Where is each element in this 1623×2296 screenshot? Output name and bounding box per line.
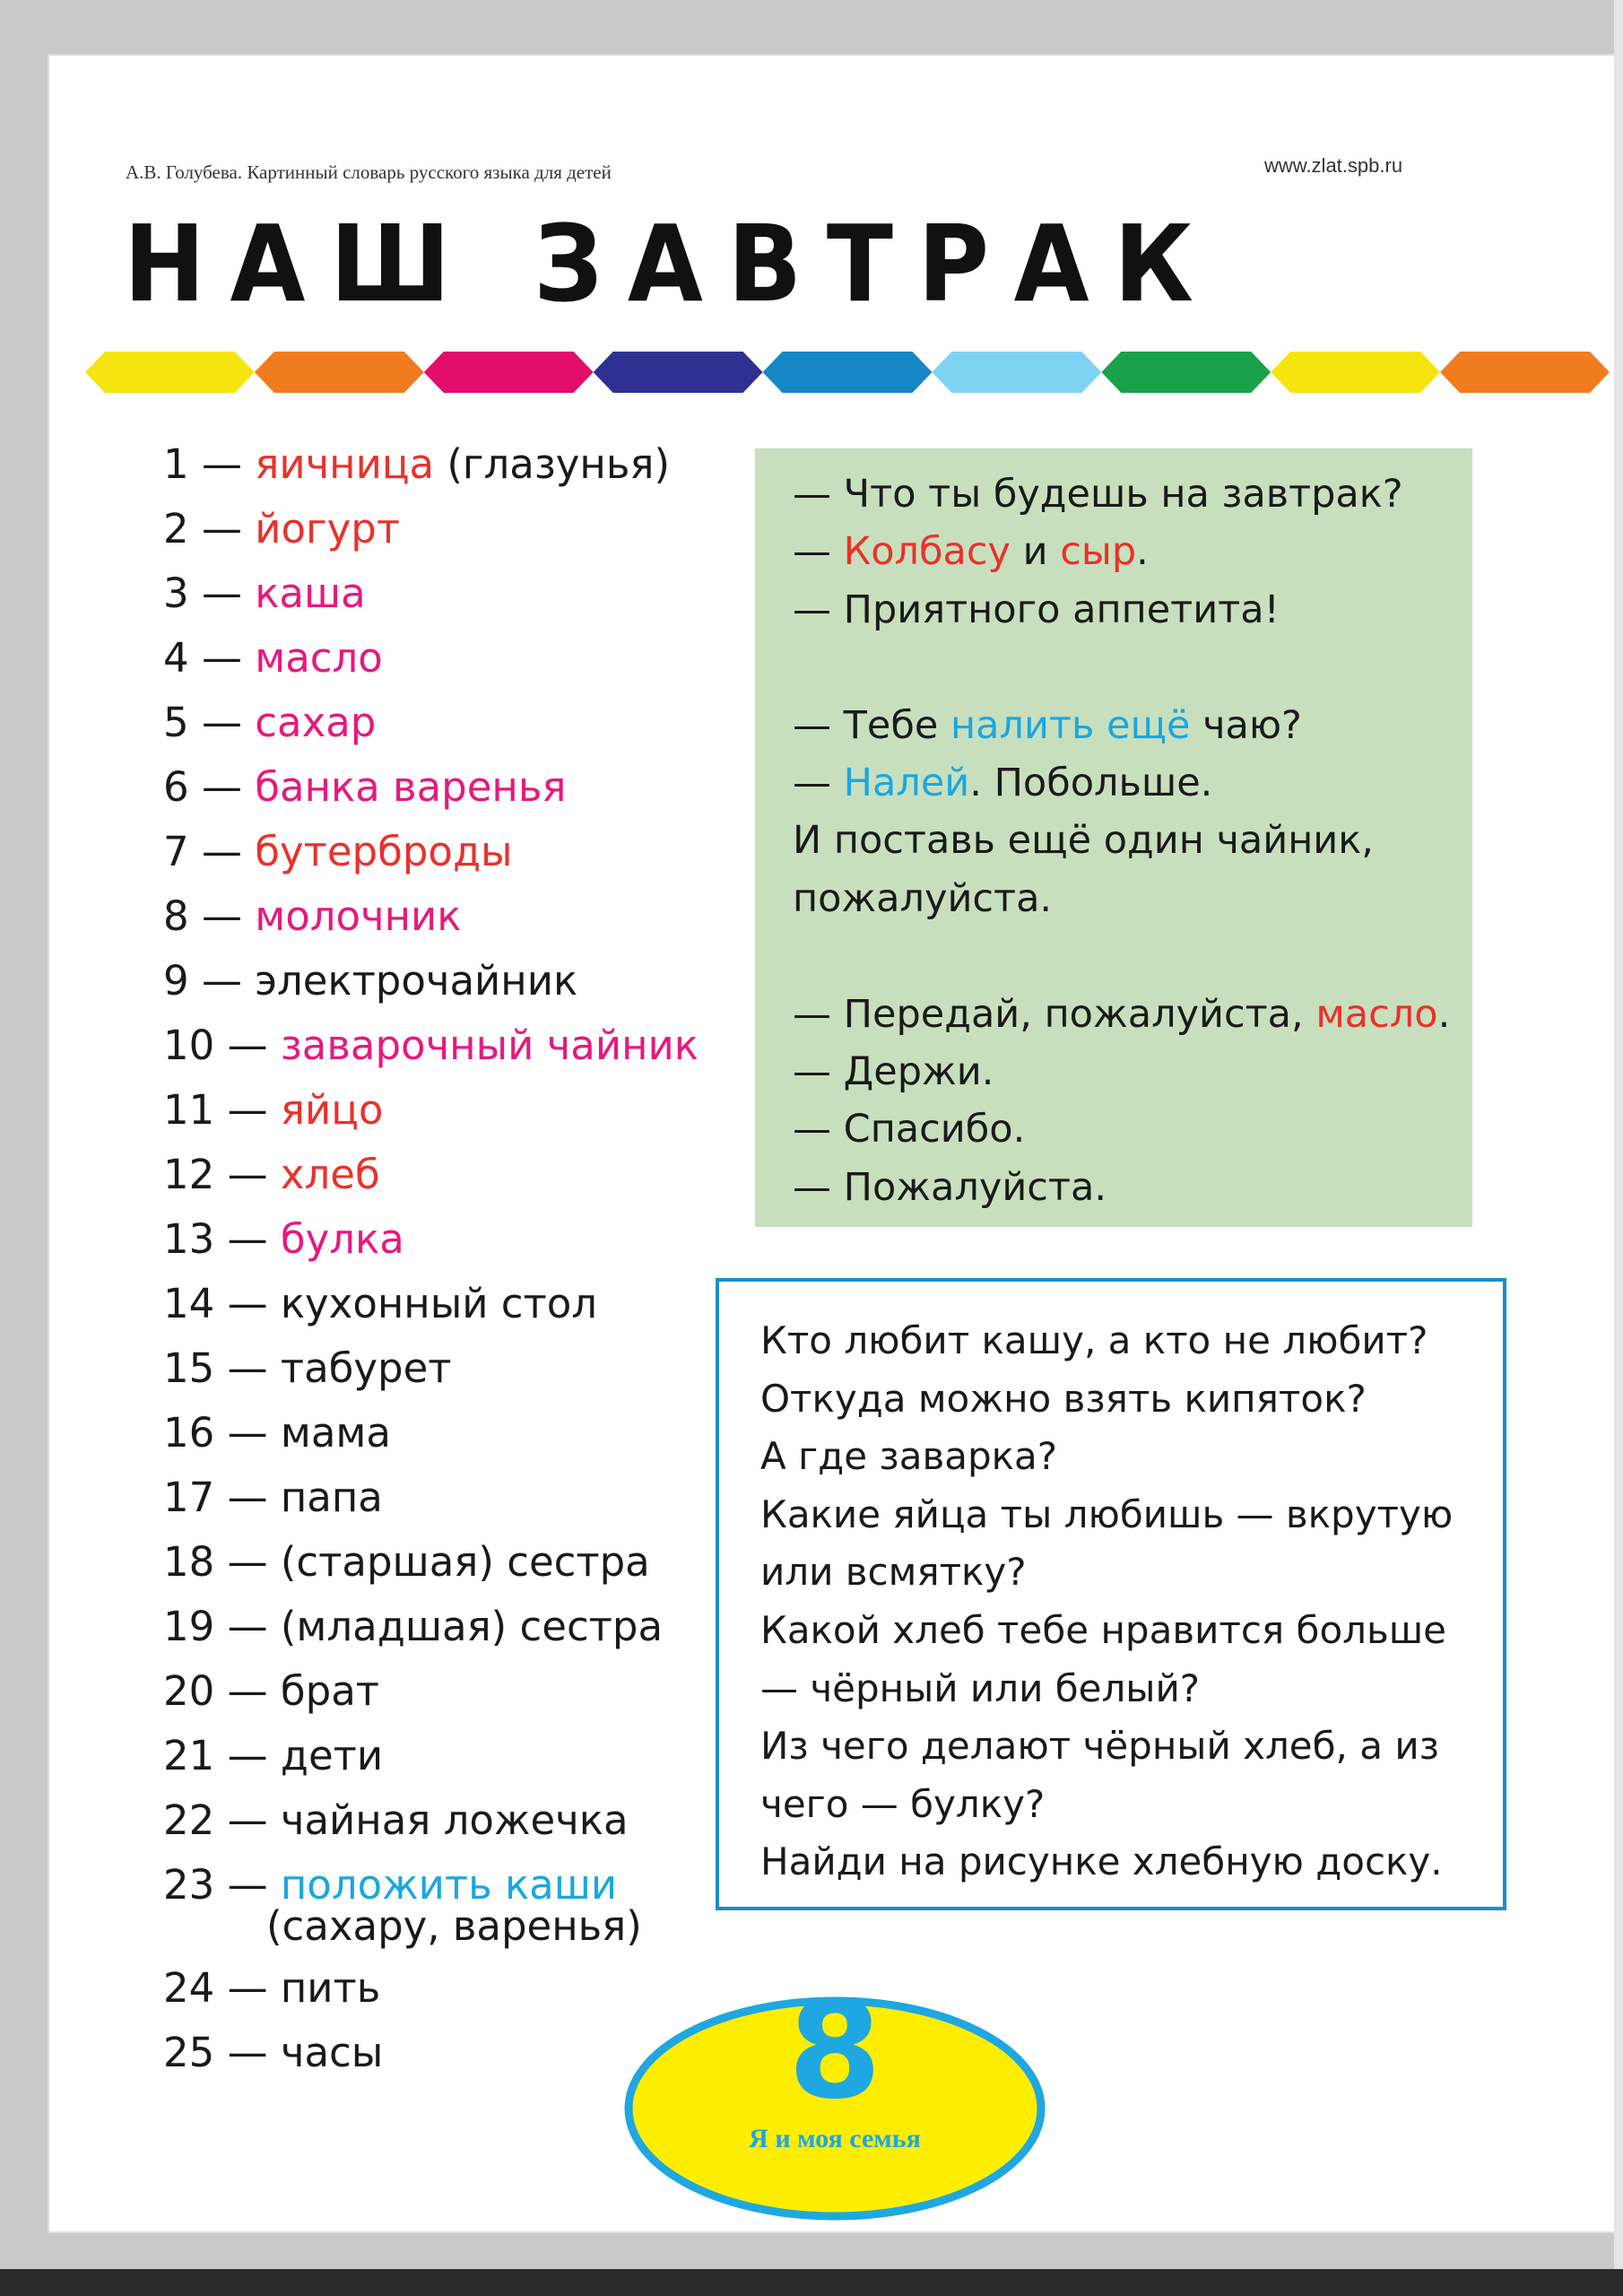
- list-item: [163, 1083, 699, 1148]
- question-line: Какие яйца ты любишь — вкрутую: [760, 1492, 1454, 1536]
- list-item: [163, 1471, 699, 1535]
- item-term: хлеб: [280, 1151, 380, 1198]
- item-dash: —: [188, 634, 256, 682]
- item-term: папа: [280, 1474, 383, 1521]
- item-number: 9: [163, 957, 189, 1004]
- list-item: [163, 1342, 699, 1406]
- dialog-line: [793, 1161, 1472, 1219]
- list-item: [163, 1600, 699, 1665]
- question-line: Найди на рисунке хлебную доску.: [760, 1839, 1443, 1884]
- question-line: Какой хлеб тебе нравится больше: [760, 1607, 1447, 1652]
- item-dash: —: [188, 957, 256, 1004]
- item-number: 22: [163, 1796, 215, 1844]
- item-term: булка: [280, 1215, 404, 1263]
- dialog-text: масло: [1315, 991, 1438, 1037]
- item-term: молочник: [255, 892, 462, 940]
- list-item: [163, 631, 699, 696]
- list-item: [163, 1665, 699, 1729]
- band-segment: [1101, 352, 1271, 393]
- item-number: 19: [163, 1603, 215, 1650]
- item-dash: —: [214, 1667, 281, 1715]
- item-term: дети: [280, 1732, 384, 1779]
- dialog-text: — Спасибо.: [793, 1107, 1026, 1152]
- list-item: [163, 890, 699, 954]
- list-item: [163, 1277, 699, 1342]
- item-term: масло: [255, 634, 383, 682]
- item-number: 7: [163, 828, 189, 875]
- list-item: [163, 438, 699, 502]
- item-dash: —: [214, 2029, 281, 2076]
- item-dash: —: [214, 1151, 281, 1198]
- dialog-line: [793, 468, 1472, 526]
- list-item: [163, 1858, 699, 1961]
- list-item: [163, 1213, 699, 1277]
- item-dash: —: [214, 1964, 281, 2012]
- list-item: [163, 1535, 699, 1600]
- item-number: 24: [163, 1964, 215, 2012]
- item-dash: —: [214, 1409, 281, 1457]
- dialog-line: [793, 584, 1472, 641]
- item-dash: —: [214, 1474, 281, 1521]
- band-segment: [763, 352, 933, 393]
- item-term: бутерброды: [255, 828, 513, 875]
- item-term: брат: [280, 1667, 379, 1715]
- question-line: Из чего делают чёрный хлеб, а из: [760, 1724, 1439, 1769]
- item-term: сахар: [255, 699, 377, 746]
- item-number: 6: [163, 763, 189, 811]
- dialog-line: [793, 757, 1472, 814]
- dialog-line: [793, 700, 1472, 757]
- item-dash: —: [214, 1538, 281, 1586]
- dialog-text: . Побольше.: [969, 760, 1213, 805]
- item-term: заварочный чайник: [280, 1022, 699, 1069]
- item-dash: —: [214, 1215, 281, 1263]
- item-term: яичница: [255, 440, 435, 488]
- list-item: [163, 954, 699, 1019]
- dialog-text: — Тебе: [793, 702, 951, 748]
- book-source: А.В. Голубева. Картинный словарь русского языка для детей: [126, 161, 612, 183]
- item-note: (глазунья): [434, 440, 670, 488]
- band-segment: [1271, 352, 1440, 393]
- item-dash: —: [214, 1280, 281, 1327]
- item-term: банка варенья: [255, 763, 567, 811]
- item-term: каша: [255, 570, 366, 617]
- vocabulary-list: [163, 438, 699, 2091]
- dialog-line: [793, 1046, 1472, 1103]
- item-dash: —: [188, 763, 256, 811]
- item-term: положить каши: [280, 1861, 618, 1909]
- band-segment: [424, 352, 594, 393]
- dialog-text: — Передай, пожалуйста,: [793, 991, 1316, 1037]
- item-number: 23: [163, 1861, 215, 1909]
- dialog-text: — Что ты будешь на завтрак?: [793, 472, 1403, 517]
- item-dash: —: [188, 892, 256, 940]
- dialog-text: сыр: [1060, 529, 1137, 575]
- dialog-text: Налей: [843, 760, 970, 805]
- list-item: [163, 1729, 699, 1794]
- item-dash: —: [188, 570, 256, 617]
- list-item: [163, 696, 699, 761]
- item-term: чайная ложечка: [280, 1796, 629, 1844]
- list-item: [163, 567, 699, 631]
- list-item: [163, 1406, 699, 1471]
- dialog-text: пожалуйста.: [793, 875, 1053, 921]
- dialog-box: [755, 448, 1472, 1227]
- item-term: часы: [280, 2029, 384, 2076]
- dialog-text: .: [1437, 991, 1451, 1037]
- item-number: 8: [163, 892, 189, 940]
- dialog-text: и: [1010, 529, 1061, 575]
- dialog-text: — Пожалуйста.: [793, 1164, 1107, 1210]
- dialog-text: Колбасу: [843, 529, 1011, 575]
- item-number: 17: [163, 1474, 215, 1521]
- item-term: мама: [280, 1409, 391, 1457]
- item-term: яйцо: [280, 1086, 384, 1134]
- dialog-line: [793, 988, 1472, 1046]
- item-dash: —: [214, 1344, 281, 1392]
- item-term: пить: [280, 1964, 381, 2012]
- question-line: — чёрный или белый?: [760, 1665, 1201, 1710]
- item-continuation: (сахару, варенья): [266, 1902, 642, 1950]
- question-line: чего — булку?: [760, 1781, 1046, 1826]
- viewer-edge: [1614, 0, 1623, 2296]
- dialog-text: —: [793, 529, 844, 575]
- item-term: кухонный стол: [280, 1280, 598, 1327]
- item-number: 1: [163, 440, 189, 488]
- item-dash: —: [214, 1086, 281, 1134]
- dialog-text: чаю?: [1190, 702, 1302, 748]
- item-number: 11: [163, 1086, 215, 1134]
- item-term: электрочайник: [255, 957, 578, 1004]
- dialog-text: — Держи.: [793, 1048, 994, 1094]
- dialog-line: [793, 873, 1472, 930]
- item-dash: —: [188, 505, 256, 552]
- dialog-text: — Приятного аппетита!: [793, 587, 1280, 632]
- viewer-bottom-bar: [0, 2269, 1623, 2296]
- dialog-text: .: [1136, 529, 1149, 575]
- item-dash: —: [188, 699, 256, 746]
- list-item: [163, 825, 699, 890]
- dialog-line: [793, 930, 1472, 987]
- band-segment: [255, 352, 424, 393]
- list-item: [163, 1794, 699, 1858]
- site-url[interactable]: www.zlat.spb.ru: [1264, 154, 1403, 177]
- item-number: 25: [163, 2029, 215, 2076]
- list-item: [163, 502, 699, 567]
- section-number-text: 8: [787, 1973, 882, 2129]
- page-title: НАШ ЗАВТРАК: [124, 202, 1219, 326]
- item-number: 12: [163, 1151, 215, 1198]
- item-number: 3: [163, 570, 189, 617]
- item-dash: —: [214, 1603, 281, 1650]
- item-term: йогурт: [255, 505, 401, 552]
- band-segment: [85, 352, 255, 393]
- dialog-text: И поставь ещё один чайник,: [793, 818, 1374, 864]
- item-number: 10: [163, 1022, 215, 1069]
- item-number: 21: [163, 1732, 215, 1779]
- item-number: 15: [163, 1344, 215, 1392]
- question-line: Откуда можно взять кипяток?: [760, 1376, 1367, 1421]
- questions-box: [716, 1278, 1506, 1910]
- item-number: 16: [163, 1409, 215, 1457]
- item-dash: —: [214, 1861, 281, 1909]
- question-line: А где заварка?: [760, 1434, 1057, 1479]
- list-item: [163, 761, 699, 825]
- item-term: (младшая) сестра: [280, 1603, 664, 1650]
- item-number: 14: [163, 1280, 215, 1327]
- dialog-text: налить ещё: [950, 702, 1191, 748]
- band-segment: [932, 352, 1101, 393]
- dialog-line: [793, 814, 1472, 872]
- band-segment: [594, 352, 763, 393]
- item-number: 2: [163, 505, 189, 552]
- question-line: Кто любит кашу, а кто не любит?: [760, 1318, 1428, 1362]
- section-number: [0, 1973, 1623, 2129]
- item-number: 5: [163, 699, 189, 746]
- band-segment: [1440, 352, 1610, 393]
- item-number: 4: [163, 634, 189, 682]
- dialog-text: —: [793, 760, 844, 805]
- dialog-line: [793, 526, 1472, 583]
- dialog-line: [793, 1103, 1472, 1161]
- item-number: 18: [163, 1538, 215, 1586]
- color-band: [85, 350, 1610, 395]
- list-item: [163, 1148, 699, 1213]
- item-dash: —: [214, 1022, 281, 1069]
- item-term: (старшая) сестра: [280, 1538, 650, 1586]
- question-line: или всмятку?: [760, 1550, 1027, 1595]
- dialog-line: [793, 641, 1472, 699]
- item-number: 13: [163, 1215, 215, 1263]
- item-dash: —: [188, 828, 256, 875]
- item-dash: —: [214, 1732, 281, 1779]
- item-dash: —: [214, 1796, 281, 1844]
- section-caption: Я и моя семья: [749, 2124, 921, 2153]
- item-number: 20: [163, 1667, 215, 1715]
- item-dash: —: [188, 440, 256, 488]
- list-item: [163, 1019, 699, 1083]
- item-term: табурет: [280, 1344, 452, 1392]
